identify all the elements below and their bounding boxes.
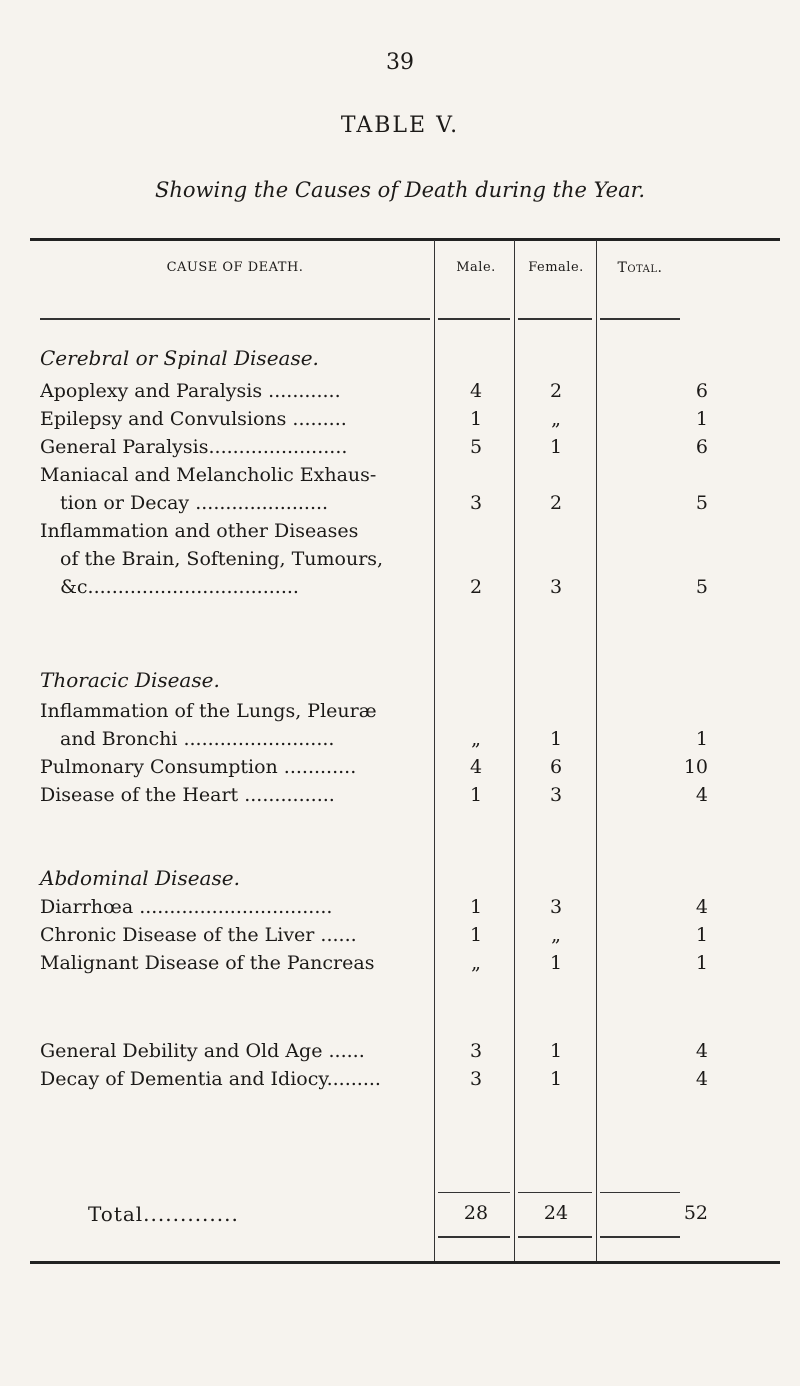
row-cause: Epilepsy and Convulsions ......... [40,408,347,430]
row-female: 1 [549,728,563,750]
row-cause: Disease of the Heart ............... [40,784,335,806]
header-female: Female. [528,260,584,275]
row-cause: Decay of Dementia and Idiocy......... [40,1068,381,1090]
row-male: 2 [469,576,483,598]
row-male: 4 [469,756,483,778]
totals-label: Total............. [88,1202,239,1226]
row-male: 5 [469,436,483,458]
row-cause: Diarrhœa ................................ [40,896,333,918]
row-cause: Chronic Disease of the Liver ...... [40,924,357,946]
row-cause-continued: tion or Decay ...................... [60,492,329,514]
row-female: 3 [549,896,563,918]
row-male: 1 [469,896,483,918]
page-number: 39 [386,50,414,75]
row-female: 3 [549,784,563,806]
row-cause: Inflammation and other Diseases [40,520,359,542]
row-cause: Apoplexy and Paralysis ............ [40,380,341,402]
row-total: 6 [695,436,708,458]
row-total: 4 [695,896,708,918]
row-female: 1 [549,952,563,974]
header-rule [438,318,510,320]
row-male: 4 [469,380,483,402]
header-total: Total. [617,260,663,276]
row-cause-continued: &c................................... [60,576,299,598]
section-heading: Cerebral or Spinal Disease. [40,346,319,370]
row-cause-continued: of the Brain, Softening, Tumours, [60,548,384,570]
header-rule [40,318,430,320]
row-total: 1 [695,952,708,974]
totals-rule [600,1192,680,1193]
row-cause: Pulmonary Consumption ............ [40,756,357,778]
row-total: 6 [695,380,708,402]
totals-rule [518,1236,592,1238]
totals-total: 52 [683,1202,708,1224]
column-divider [514,240,515,1262]
row-male: „ [471,728,481,750]
row-female: 1 [549,1040,563,1062]
row-female: 6 [549,756,563,778]
row-total: 1 [695,924,708,946]
row-total: 5 [695,492,708,514]
totals-rule [518,1192,592,1193]
row-female: 2 [549,380,563,402]
table-top-rule [30,238,780,241]
row-total: 4 [695,1040,708,1062]
row-total: 4 [695,1068,708,1090]
header-rule [600,318,680,320]
section-heading: Abdominal Disease. [40,866,240,890]
header-male: Male. [456,260,496,275]
row-cause-continued: and Bronchi ......................... [60,728,335,750]
row-male: 1 [469,784,483,806]
totals-female: 24 [543,1202,569,1224]
row-male: 3 [469,1068,483,1090]
section-heading: Thoracic Disease. [40,668,220,692]
totals-rule [438,1236,510,1238]
row-total: 4 [695,784,708,806]
header-cause: CAUSE OF DEATH. [166,260,304,275]
row-female: 2 [549,492,563,514]
column-divider [434,240,435,1262]
row-cause: Maniacal and Melancholic Exhaus- [40,464,377,486]
totals-rule [600,1236,680,1238]
row-female: 1 [549,1068,563,1090]
column-divider [596,240,597,1262]
row-total: 1 [695,408,708,430]
totals-male: 28 [463,1202,489,1224]
row-total: 10 [683,756,708,778]
row-female: „ [551,924,561,946]
row-male: 3 [469,492,483,514]
totals-rule [438,1192,510,1193]
row-total: 1 [695,728,708,750]
row-cause: Inflammation of the Lungs, Pleuræ [40,700,377,722]
row-cause: Malignant Disease of the Pancreas [40,952,375,974]
row-female: 1 [549,436,563,458]
row-male: „ [471,952,481,974]
table-bottom-rule [30,1261,780,1264]
row-female: 3 [549,576,563,598]
row-male: 3 [469,1040,483,1062]
table-title: TABLE V. [340,113,460,138]
row-cause: General Debility and Old Age ...... [40,1040,365,1062]
row-cause: General Paralysis....................... [40,436,348,458]
table-caption: Showing the Causes of Death during the Year. [154,178,646,202]
header-rule [518,318,592,320]
row-total: 5 [695,576,708,598]
row-male: 1 [469,408,483,430]
row-female: „ [551,408,561,430]
row-male: 1 [469,924,483,946]
